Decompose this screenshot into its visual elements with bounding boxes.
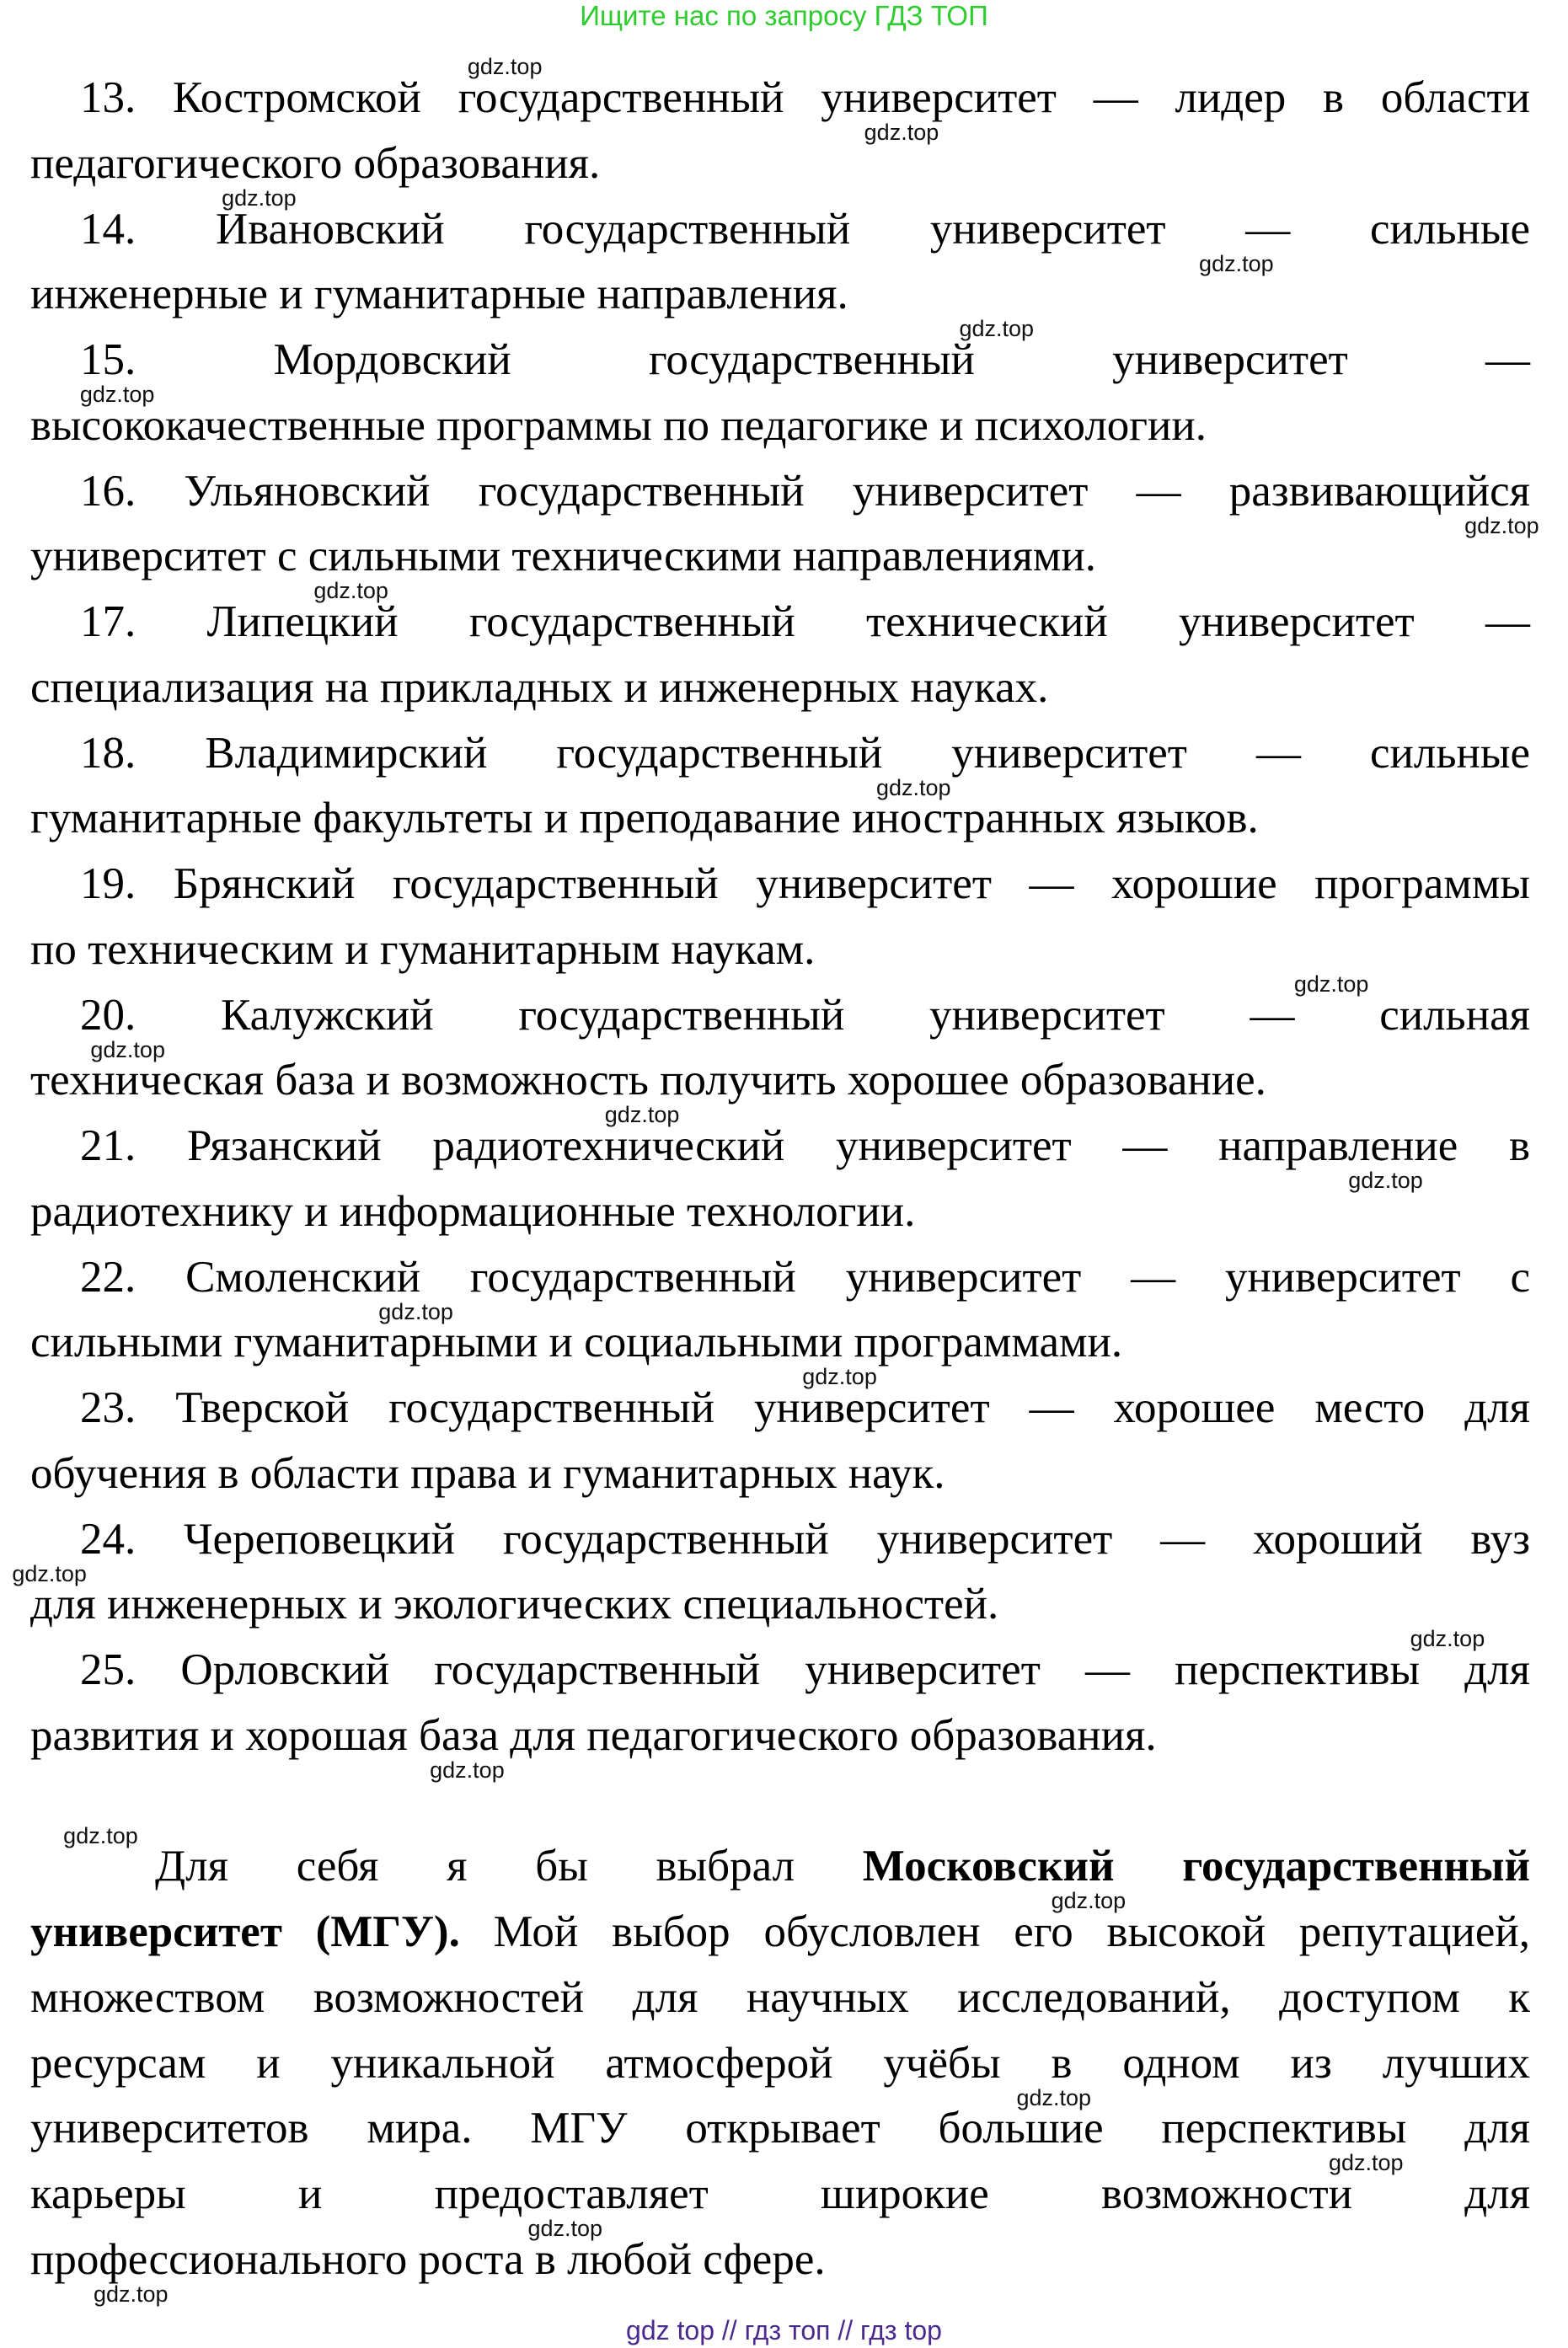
search-promo-banner: Ищите нас по запросу ГДЗ ТОП <box>580 0 988 31</box>
list-item-line: специализация на прикладных и инженерных науках. <box>30 662 1049 712</box>
watermark-text: gdz.top <box>378 1298 453 1324</box>
list-item-line: сильными гуманитарными и социальными программами. <box>30 1318 1123 1367</box>
conclusion-line: университетов мира. МГУ открывает большие перспективы для <box>30 2104 1530 2153</box>
list-item-line: педагогического образования. <box>30 138 601 188</box>
list-item-line: обучения в области права и гуманитарных наук. <box>30 1448 945 1498</box>
list-item-line: по техническим и гуманитарным наукам. <box>30 924 816 974</box>
list-item-line: университет с сильными техническими направлениями. <box>30 532 1096 581</box>
watermark-text: gdz.top <box>467 54 543 80</box>
list-item-line: 18. Владимирский государственный университет — сильные <box>80 728 1530 778</box>
watermark-text: gdz.top <box>1348 1168 1423 1193</box>
list-item-line: 16. Ульяновский государственный университет — развивающийся <box>80 466 1530 516</box>
watermark-text: gdz.top <box>12 1560 87 1586</box>
list-item-line: 22. Смоленский государственный университет — университет с <box>80 1252 1530 1302</box>
list-item-line: 25. Орловский государственный университет — перспективы для <box>80 1645 1530 1694</box>
conclusion-line <box>155 1833 1530 1899</box>
list-item-line: 24. Череповецкий государственный университет — хороший вуз <box>80 1514 1530 1564</box>
list-item-line: 23. Тверской государственный университет — хорошее место для <box>80 1383 1530 1432</box>
conclusion-line: профессионального роста в любой сфере. <box>30 2234 826 2284</box>
list-item-line: 14. Ивановский государственный университет — сильные <box>80 204 1530 254</box>
watermark-text: gdz.top <box>90 1036 165 1062</box>
watermark-text: gdz.top <box>1199 250 1274 276</box>
watermark-text: gdz.top <box>1016 2084 1092 2110</box>
footer-links[interactable]: gdz top // гдз топ // гдз top <box>626 2315 942 2345</box>
watermark-text: gdz.top <box>1410 1626 1485 1652</box>
list-item-line: техническая база и возможность получить хорошее образование. <box>30 1056 1266 1105</box>
list-item-line: развития и хорошая база для педагогического образования. <box>30 1710 1157 1760</box>
watermark-text: gdz.top <box>875 774 951 800</box>
conclusion-line <box>30 1899 1530 1965</box>
list-item-line: высококачественные программы по педагогике и психологии. <box>30 400 1207 450</box>
conclusion-text: Мой выбор обусловлен его высокой репутацией, <box>459 1907 1530 1956</box>
list-item-line: 13. Костромской государственный университет — лидер в области <box>80 73 1530 122</box>
watermark-text: gdz.top <box>527 2216 603 2241</box>
watermark-text: gdz.top <box>802 1364 877 1390</box>
list-item-line: 21. Рязанский радиотехнический университет — направление в <box>80 1121 1530 1170</box>
list-item-line: 15. Мордовский государственный университет — <box>80 335 1530 384</box>
conclusion-line: множеством возможностей для научных исследований, доступом к <box>30 1972 1530 2022</box>
list-item-line: 19. Брянский государственный университет — хорошие программы <box>80 859 1530 908</box>
watermark-text: gdz.top <box>1293 971 1369 997</box>
conclusion-line: ресурсам и уникальной атмосферой учёбы в одном из лучших <box>30 2038 1530 2088</box>
watermark-text: gdz.top <box>222 185 297 211</box>
list-item-line: 17. Липецкий государственный технический университет — <box>80 597 1530 646</box>
conclusion-bold-text: Московский государственный <box>862 1842 1530 1891</box>
watermark-text: gdz.top <box>1051 1888 1126 1914</box>
watermark-text: gdz.top <box>313 578 388 604</box>
watermark-text: gdz.top <box>1464 512 1539 538</box>
list-item-line: инженерные и гуманитарные направления. <box>30 270 848 319</box>
watermark-text: gdz.top <box>430 1757 505 1783</box>
list-item-line: гуманитарные факультеты и преподавание иностранных языков. <box>30 794 1259 843</box>
watermark-text: gdz.top <box>93 2281 169 2307</box>
watermark-text: gdz.top <box>864 120 939 145</box>
conclusion-line: карьеры и предоставляет широкие возможности для <box>30 2169 1530 2218</box>
list-item-line: радиотехнику и информационные технологии. <box>30 1186 916 1236</box>
watermark-text: gdz.top <box>1328 2150 1404 2176</box>
watermark-text: gdz.top <box>604 1102 680 1128</box>
watermark-text: gdz.top <box>79 382 155 407</box>
watermark-text: gdz.top <box>63 1822 138 1848</box>
conclusion-text: Для себя я бы выбрал <box>155 1842 863 1891</box>
conclusion-bold-text: университет (МГУ). <box>30 1907 460 1956</box>
list-item-line: для инженерных и экологических специальностей. <box>30 1580 999 1629</box>
list-item-line: 20. Калужский государственный университет — сильная <box>80 990 1530 1040</box>
watermark-text: gdz.top <box>959 316 1035 342</box>
